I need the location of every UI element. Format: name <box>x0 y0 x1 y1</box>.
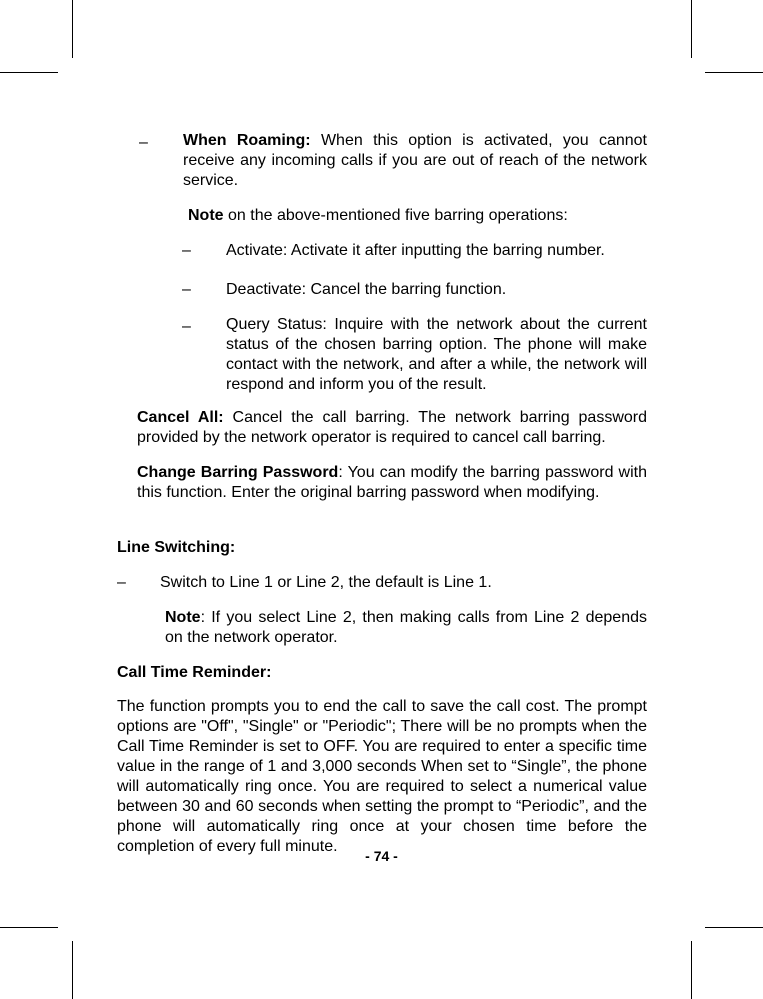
note-text: on the above-mentioned five barring operations: <box>223 207 568 224</box>
line-switching-heading: Line Switching: <box>117 539 236 556</box>
crop-mark-bottom-right-vertical <box>691 941 692 999</box>
when-roaming-label: When Roaming: <box>183 132 311 149</box>
change-password-paragraph <box>137 463 647 503</box>
call-time-reminder-body: The function prompts you to end the call to save the call cost. The prompt options are "Off", "Single" or "Periodic"; There will be no prompts when the Call Time Reminder is set to OFF. You are required to enter a specific time value in the range of 1 and 3,000 seconds When set to “Single”, the phone will automatically ring once. You are required to select a numerical value between 30 and 60 seconds when setting the prompt to “Periodic”, and the phone will automatically ring once at your chosen time before the completion of every full minute. <box>117 698 647 855</box>
barring-operations-note <box>188 206 648 226</box>
call-time-reminder-heading: Call Time Reminder: <box>117 664 272 681</box>
cancel-all-text: Cancel the call barring. The network barring password provided by the network operator is required to cancel call barring. <box>137 409 648 446</box>
cancel-all-label: Cancel All: <box>137 409 224 426</box>
crop-mark-top-right-horizontal <box>705 72 763 73</box>
crop-mark-top-left-vertical <box>72 0 73 58</box>
when-roaming-text: When this option is activated, you cannot receive any incoming calls if you are out of reach of the network service. <box>183 132 647 189</box>
bullet-dash: – <box>182 281 191 298</box>
crop-mark-top-right-vertical <box>691 0 692 58</box>
cancel-all-paragraph <box>137 408 647 448</box>
bullet-dash: – <box>117 574 126 591</box>
operation-item-activate: Activate: Activate it after inputting the barring number. <box>226 242 605 259</box>
line-note-text: : If you select Line 2, then making calls from Line 2 depends on the network operator. <box>165 609 647 646</box>
bullet-dash: – <box>139 134 148 151</box>
crop-mark-bottom-right-horizontal <box>705 927 763 928</box>
operation-item-deactivate: Deactivate: Cancel the barring function. <box>226 281 507 298</box>
crop-mark-top-left-horizontal <box>0 72 58 73</box>
change-password-text: : You can modify the barring password with this function. Enter the original barring password when modifying. <box>137 464 648 501</box>
line-switching-note <box>165 608 647 648</box>
line-note-label: Note <box>165 609 201 626</box>
crop-mark-bottom-left-vertical <box>72 941 73 999</box>
when-roaming-paragraph <box>183 131 647 191</box>
line-switching-item: Switch to Line 1 or Line 2, the default is Line 1. <box>160 574 492 591</box>
change-password-label: Change Barring Password <box>137 464 339 481</box>
note-label: Note <box>188 207 224 224</box>
bullet-dash: – <box>182 242 191 259</box>
crop-mark-bottom-left-horizontal <box>0 927 58 928</box>
page-number: - 74 - <box>365 848 398 864</box>
operation-item-query-status: Query Status: Inquire with the network about the current status of the chosen barring option. The phone will make contact with the network, and after a while, the network will respond and inform you of the result. <box>226 316 647 393</box>
bullet-dash: – <box>182 318 191 335</box>
